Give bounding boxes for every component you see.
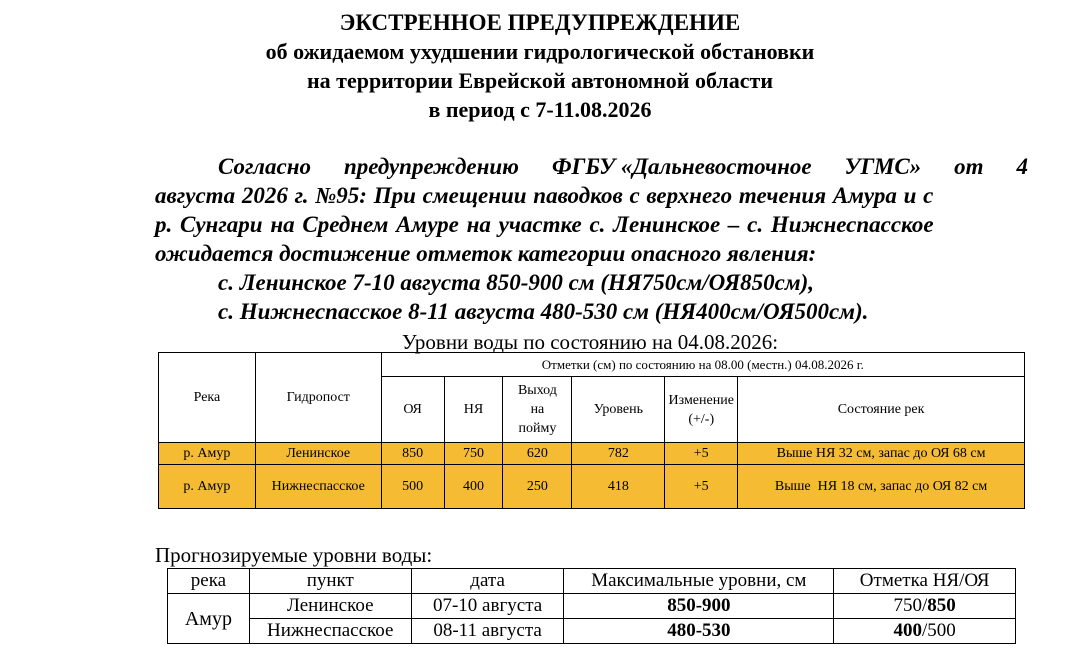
intro-line-2: августа 2026 г. №95: При смещении паводков с верхнего течения Амура и с [155,183,934,208]
cell-nya: 750 [444,443,503,465]
warning-title [0,8,1080,124]
table-row [159,465,1025,509]
intro-word: Согласно [218,154,311,179]
header-group: Отметки (см) по состоянию на 08.00 (местн.) 04.08.2026 г. [381,353,1024,377]
intro-line-4: ожидается достижение отметок категории опасного явления: [155,241,817,266]
header-oya: ОЯ [381,377,444,443]
cell-change: +5 [665,465,738,509]
mark-oya: 850 [927,595,956,616]
header-nya: НЯ [444,377,503,443]
mark-sep: / [921,620,928,641]
cell-level: 418 [572,465,665,509]
cell-flood: 620 [503,443,572,465]
table-row [159,443,1025,465]
header-river: река [168,569,250,594]
header-level: Уровень [572,377,665,443]
header-river: Река [159,353,256,443]
title-line-1: ЭКСТРЕННОЕ ПРЕДУПРЕЖДЕНИЕ [339,10,741,35]
intro-line-5: с. Ленинское 7-10 августа 850-900 см (НЯ750см/ОЯ850см), [218,270,815,295]
header-date: дата [411,569,564,594]
levels-table [158,352,1025,509]
intro-line-3: р. Сунгари на Среднем Амуре на участке с. Ленинское – с. Нижнеспасское [155,212,934,237]
intro-line-1 [218,152,1028,181]
levels-caption: Уровни воды по состоянию на 04.08.2026: [401,330,779,354]
cell-river: р. Амур [159,465,256,509]
header-state: Состояние рек [738,377,1025,443]
cell-level: 782 [572,443,665,465]
cell-state: Выше НЯ 32 см, запас до ОЯ 68 см [738,443,1025,465]
intro-word: от [954,154,984,179]
header-max: Максимальные уровни, см [564,569,834,594]
header-point: пункт [249,569,411,594]
cell-nya: 400 [444,465,503,509]
cell-date: 08-11 августа [411,619,564,644]
header-post: Гидропост [255,353,381,443]
cell-mark [834,594,1016,619]
header-change: Изменение (+/-) [665,377,738,443]
mark-sep: / [921,595,928,616]
cell-date: 07-10 августа [411,594,564,619]
cell-river: Амур [168,594,250,644]
title-line-3: на территории Еврейской автономной области [306,68,774,93]
intro-word: предупреждению [343,154,519,179]
cell-state: Выше НЯ 18 см, запас до ОЯ 82 см [738,465,1025,509]
table-row [168,594,1016,619]
cell-flood: 250 [503,465,572,509]
mark-oya: 500 [927,620,956,641]
intro-word: УГМС» [844,154,922,179]
forecast-table [167,568,1016,644]
title-line-4: в период с 7-11.08.2026 [428,97,652,122]
cell-mark [834,619,1016,644]
cell-post: Нижнеспасское [255,465,381,509]
header-flood: Выход на пойму [503,377,572,443]
table-row [168,619,1016,644]
cell-change: +5 [665,443,738,465]
cell-point: Нижнеспасское [249,619,411,644]
cell-river: р. Амур [159,443,256,465]
intro-word: ФГБУ «Дальневосточное [551,154,812,179]
intro-line-6: с. Нижнеспасское 8-11 августа 480-530 см (НЯ400см/ОЯ500см). [218,299,869,324]
cell-point: Ленинское [249,594,411,619]
intro-word: 4 [1016,154,1028,179]
cell-max: 480-530 [564,619,834,644]
cell-max: 850-900 [564,594,834,619]
title-line-2: об ожидаемом ухудшении гидрологической обстановки [265,39,815,64]
forecast-caption: Прогнозируемые уровни воды: [155,543,433,567]
mark-nya: 750 [893,595,922,616]
cell-post: Ленинское [255,443,381,465]
mark-nya: 400 [893,620,922,641]
cell-oya: 500 [381,465,444,509]
cell-oya: 850 [381,443,444,465]
header-mark: Отметка НЯ/ОЯ [834,569,1016,594]
